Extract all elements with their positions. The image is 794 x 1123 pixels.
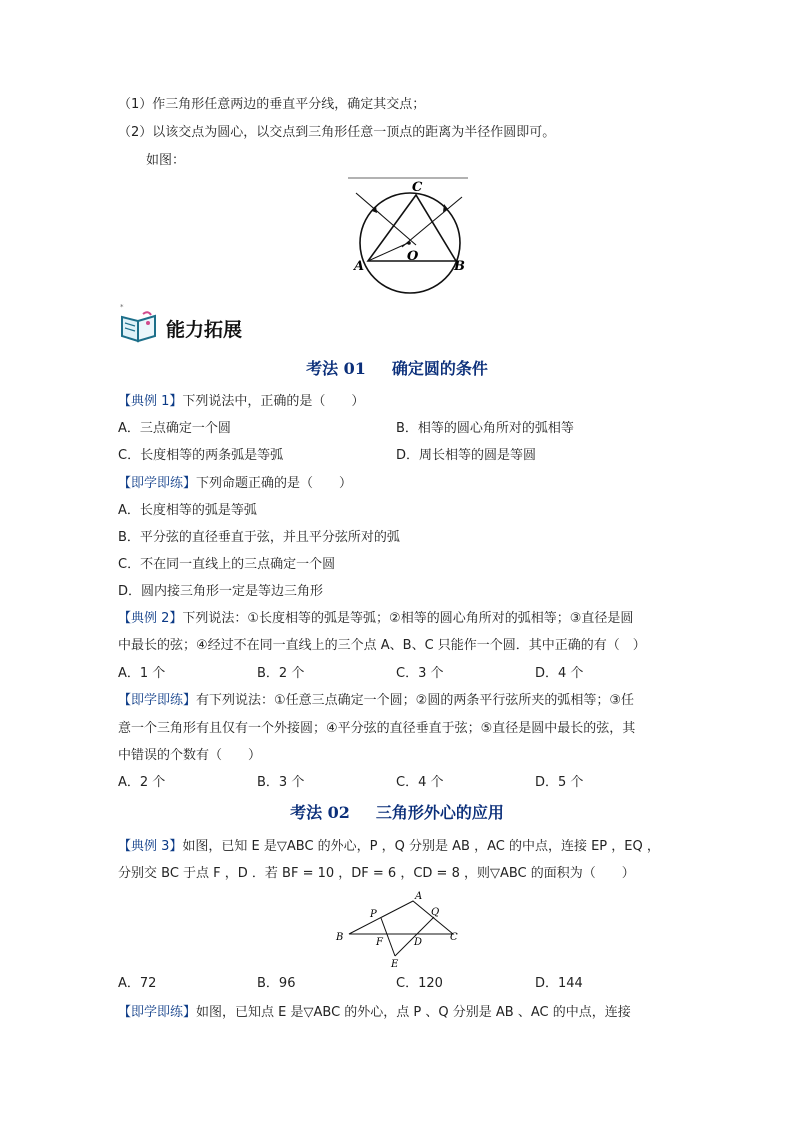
example2-line2: 中最长的弦；④经过不在同一直线上的三个点 A、B、C 只能作一个圆．其中正确的有（ ） [118, 638, 646, 653]
example2-option-d: D．4 个 [535, 666, 584, 681]
label-a: A [415, 891, 423, 902]
practice2-line2: 意一个三角形有且仅有一个外接圆；④平分弦的直径垂直于弦；⑤直径是圆中最长的弦，其 [118, 721, 636, 736]
practice1-tag: 【即学即练】 [118, 476, 197, 491]
example1-option-a: A．三点确定一个圆 [118, 421, 231, 436]
practice1-option-d: D．圆内接三角形一定是等边三角形 [118, 584, 324, 599]
method2-title: 三角形外心的应用 [375, 803, 504, 822]
method1-heading [0, 358, 794, 380]
label-d: D [414, 937, 423, 948]
circumcircle-figure [346, 177, 476, 299]
segment-pe [381, 918, 395, 956]
method1-number: 考法 01 [306, 359, 366, 378]
intro-step1: （1）作三角形任意两边的垂直平分线，确定其交点； [118, 97, 426, 112]
practice2-option-a: A．2 个 [118, 775, 166, 790]
example3-option-d: D．144 [535, 976, 583, 991]
practice1-option-b: B．平分弦的直径垂直于弦，并且平分弦所对的弧 [118, 530, 400, 545]
practice2-option-b: B．3 个 [257, 775, 305, 790]
practice3-tag: 【即学即练】 [118, 1005, 197, 1020]
book-icon [119, 309, 159, 343]
center-point-o [407, 241, 411, 245]
practice2-option-c: C．4 个 [396, 775, 444, 790]
practice1-question: 下列命题正确的是（ ） [196, 476, 353, 491]
example3-option-b: B．96 [257, 976, 296, 991]
practice1-option-a: A．长度相等的弧是等弧 [118, 503, 257, 518]
practice3-text1: 如图，已知点 E 是▽ABC 的外心，点 P 、Q 分别是 AB 、AC 的中点，连接 [196, 1005, 631, 1020]
method2-heading [0, 802, 794, 824]
example1-option-d: D．周长相等的圆是等圆 [396, 448, 537, 463]
intro-step2: （2）以该交点为圆心，以交点到三角形任意一顶点的距离为半径作圆即可。 [118, 125, 556, 140]
practice2-option-d: D．5 个 [535, 775, 584, 790]
example1-question: 下列说法中，正确的是（ ） [182, 394, 365, 409]
label-b: B [454, 259, 465, 274]
figure-caption: 如图： [146, 153, 186, 168]
example1-option-c: C．长度相等的两条弧是等弧 [118, 448, 284, 463]
label-p: P [370, 909, 377, 920]
example1-stem [118, 393, 364, 411]
label-o: O [407, 249, 419, 264]
example3-line2: 分别交 BC 于点 F ，D ．若 BF = 10 ，DF = 6 ，CD = 8 ，则▽ABC 的面积为（ ） [118, 866, 635, 881]
label-b: B [336, 932, 344, 943]
example1-tag: 【典例 1】 [118, 394, 183, 409]
example3-option-c: C．120 [396, 976, 443, 991]
example2-tag: 【典例 2】 [118, 611, 183, 626]
practice2-line1 [118, 692, 634, 710]
star-mark: * [120, 303, 124, 311]
example2-option-a: A．1 个 [118, 666, 166, 681]
example3-tag: 【典例 3】 [118, 839, 183, 854]
practice2-tag: 【即学即练】 [118, 693, 197, 708]
label-a: A [354, 259, 365, 274]
perpendicular-bisector-bc [402, 197, 462, 247]
example2-text1: 下列说法：①长度相等的弧是等弧；②相等的圆心角所对的弧相等；③直径是圆 [182, 611, 634, 626]
practice3-line1 [118, 1004, 631, 1022]
example2-line1 [118, 610, 633, 628]
label-f: F [376, 937, 383, 948]
example2-option-b: B．2 个 [257, 666, 305, 681]
practice1-option-c: C．不在同一直线上的三点确定一个圆 [118, 557, 336, 572]
example3-line1 [118, 838, 660, 856]
triangle-circumcenter-figure [335, 890, 465, 970]
practice2-text1: 有下列说法：①任意三点确定一个圆；②圆的两条平行弦所夹的弧相等；③任 [196, 693, 634, 708]
method1-title: 确定圆的条件 [391, 359, 488, 378]
example1-option-b: B．相等的圆心角所对的弧相等 [396, 421, 574, 436]
example3-option-a: A．72 [118, 976, 157, 991]
example2-option-c: C．3 个 [396, 666, 444, 681]
section-title: 能力拓展 [166, 319, 243, 341]
example3-text1: 如图，已知 E 是▽ABC 的外心，P ，Q 分别是 AB ，AC 的中点，连接 EP ，EQ ， [182, 839, 660, 854]
label-c: C [412, 180, 423, 195]
label-e: E [391, 959, 399, 970]
method2-number: 考法 02 [290, 803, 350, 822]
practice2-line3: 中错误的个数有（ ） [118, 748, 262, 763]
practice1-stem [118, 475, 352, 493]
label-c: C [450, 932, 458, 943]
label-q: Q [431, 907, 440, 918]
